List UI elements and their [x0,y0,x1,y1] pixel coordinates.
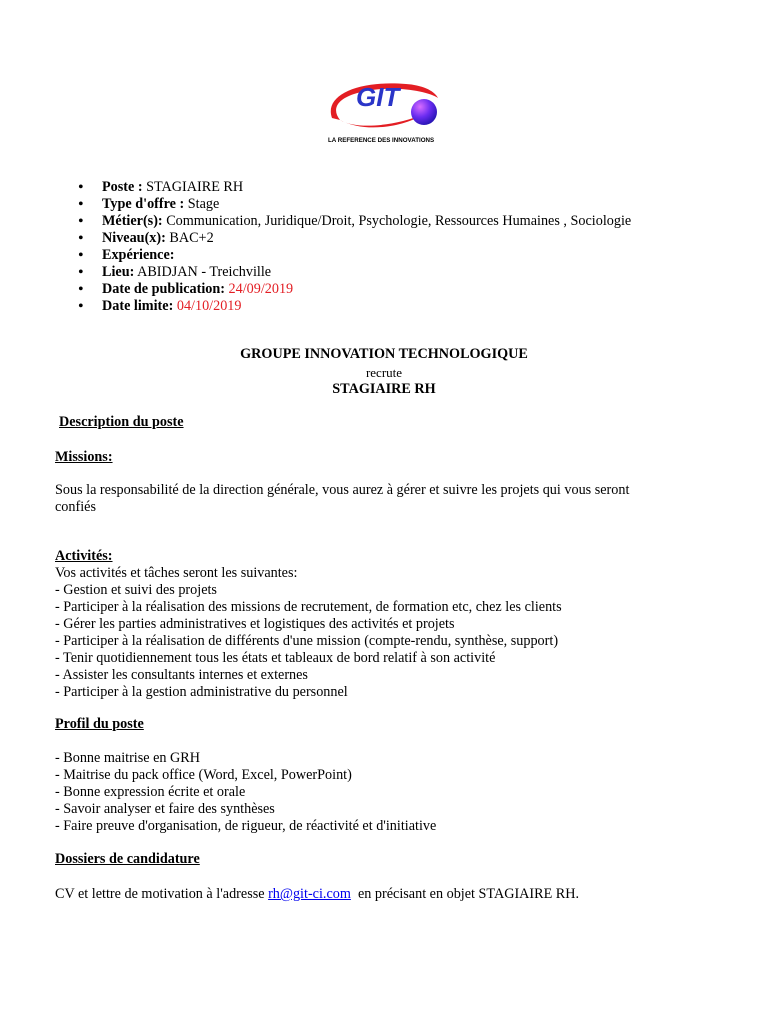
summary-item-poste: • Poste : STAGIAIRE RH [78,179,631,196]
profile-line: - Maitrise du pack office (Word, Excel, PowerPoint) [55,767,352,783]
activities-line: - Assister les consultants internes et externes [55,667,308,683]
missions-line: Sous la responsabilité de la direction générale, vous aurez à gérer et suivre les projets qui vous seront [55,482,630,498]
position-title: STAGIAIRE RH [332,381,436,397]
logo-text: GIT [356,82,400,112]
application-text: CV et lettre de motivation à l'adresse rh@git-ci.com en précisant en objet STAGIAIRE RH. [55,886,580,902]
activities-line: - Tenir quotidiennement tous les états et tableaux de bord relatif à son activité [55,650,496,666]
activities-list [55,565,562,701]
logo-ball [411,99,437,125]
profile-heading: Profil du poste [55,716,144,732]
summary-item-experience: • Expérience: [78,247,631,264]
missions-heading: Missions: [55,449,113,465]
application-heading: Dossiers de candidature [55,851,200,867]
logo-graphic [326,74,446,146]
activities-line: - Participer à la réalisation des missions de recrutement, de formation etc, chez les clients [55,599,562,615]
summary-item-niveau: • Niveau(x): BAC+2 [78,230,631,247]
company-name: GROUPE INNOVATION TECHNOLOGIQUE [240,346,528,362]
activities-line: - Gérer les parties administratives et logistiques des activités et projets [55,616,455,632]
summary-item-lieu: • Lieu: ABIDJAN - Treichville [78,264,631,281]
activities-line: Vos activités et tâches seront les suivantes: [55,565,298,581]
recruits-verb: recrute [365,365,403,380]
profile-line: - Bonne maitrise en GRH [55,750,200,766]
summary-item-deadline: • Date limite: 04/10/2019 [78,298,631,315]
activities-line: - Participer à la réalisation de différents d'une mission (compte-rendu, synthèse, support) [55,633,559,649]
profile-line: - Faire preuve d'organisation, de rigueur, de réactivité et d'initiative [55,818,437,834]
activities-line: - Participer à la gestion administrative du personnel [55,684,348,700]
profile-line: - Savoir analyser et faire des synthèses [55,801,275,817]
summary-item-metiers: • Métier(s): Communication, Juridique/Droit, Psychologie, Ressources Humaines , Sociologie [78,213,631,230]
email-link[interactable]: rh@git-ci.com [268,886,351,902]
summary-item-publication-date: • Date de publication: 24/09/2019 [78,281,631,298]
missions-text [55,482,629,516]
description-heading: Description du poste [59,414,184,430]
summary-item-type: • Type d'offre : Stage [78,196,631,213]
job-summary-list [78,179,631,315]
activities-heading: Activités: [55,548,113,564]
profile-list [55,750,436,835]
logo-tagline: LA REFERENCE DES INNOVATIONS [328,137,435,144]
missions-line: confiés [55,499,96,515]
profile-line: - Bonne expression écrite et orale [55,784,246,800]
activities-line: - Gestion et suivi des projets [55,582,217,598]
company-logo [326,74,446,146]
